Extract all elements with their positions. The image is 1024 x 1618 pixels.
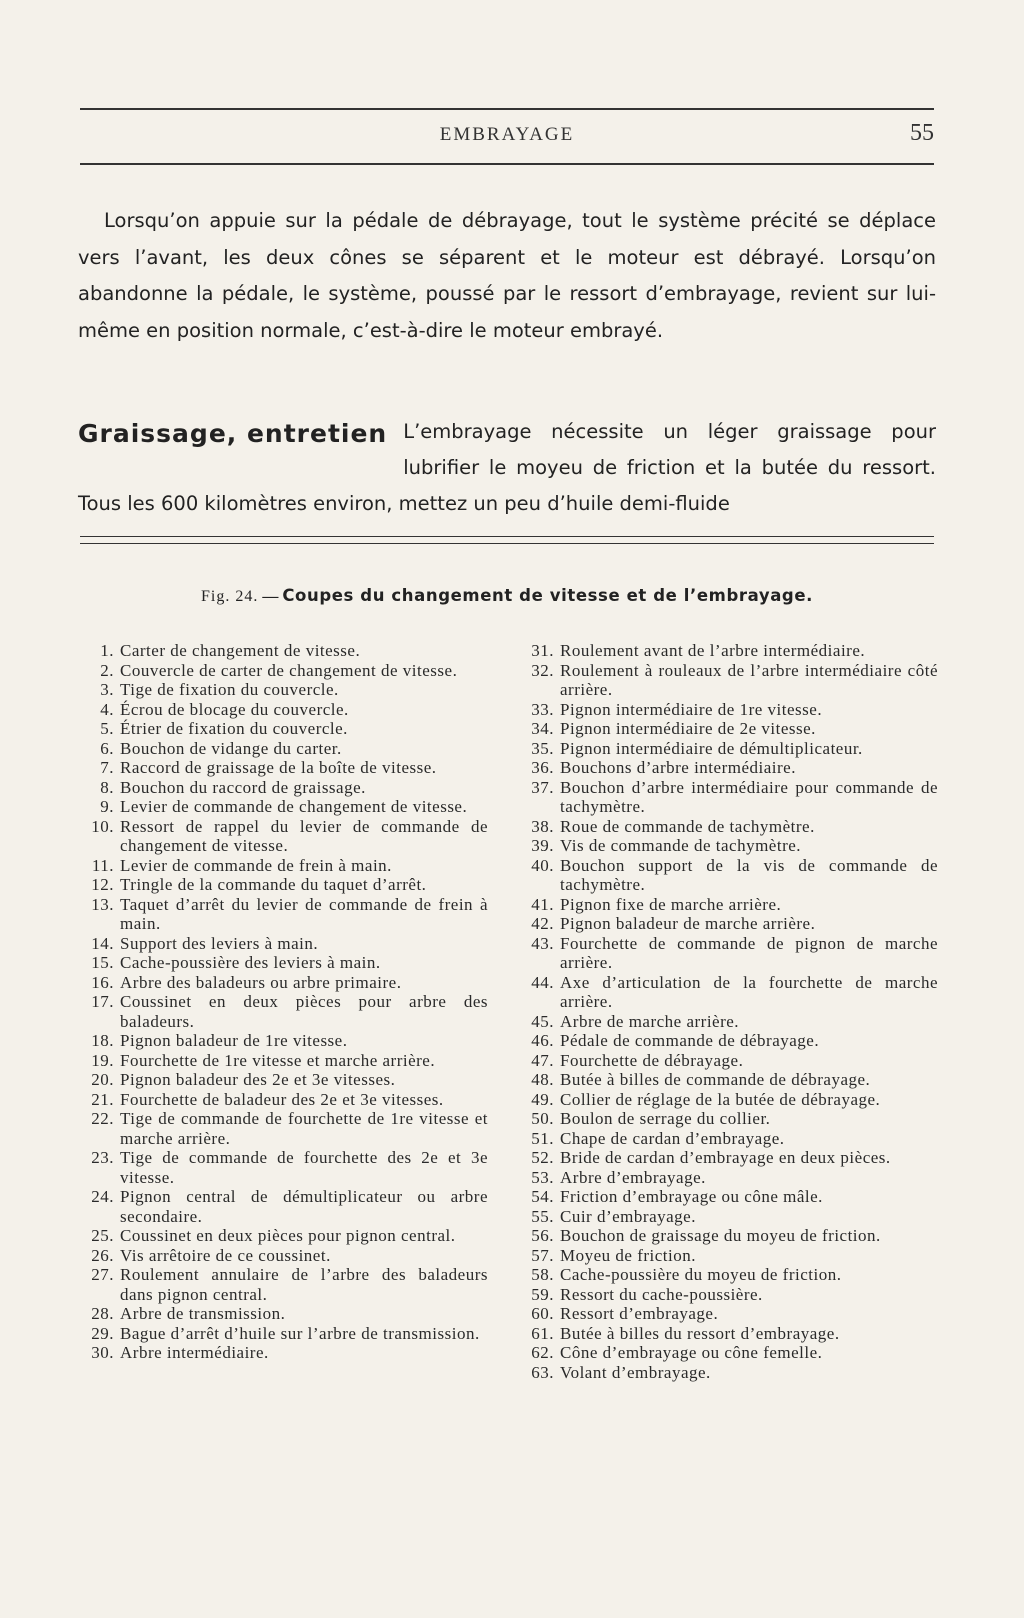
legend-item-number: 32. (531, 660, 554, 680)
legend-item-text: Butée à billes de commande de débrayage. (560, 1070, 871, 1089)
legend-item-number: 36. (531, 758, 554, 777)
legend-item-text: Pédale de commande de débrayage. (560, 1031, 820, 1050)
legend-item-text: Arbre de marche arrière. (560, 1011, 740, 1031)
legend-item-text: Fourchette de commande de pignon de marche arrière. (560, 933, 938, 972)
legend-item-number: 55. (531, 1206, 554, 1226)
legend-item-text: Pignon baladeur des 2e et 3e vitesses. (120, 1070, 396, 1089)
legend-item-text: Étrier de fixation du couvercle. (120, 719, 348, 738)
legend-item-number: 44. (531, 972, 554, 992)
legend-item-number: 33. (531, 699, 554, 719)
legend-item-text: Vis de commande de tachymètre. (560, 836, 802, 855)
legend-item-number: 15. (91, 953, 114, 972)
legend-item-text: Chape de cardan d’embrayage. (560, 1128, 785, 1148)
legend-item-number: 1. (100, 641, 114, 660)
legend-item-text: Cône d’embrayage ou cône femelle. (560, 1343, 823, 1362)
legend-item (78, 934, 488, 954)
legend-item-number: 27. (91, 1265, 114, 1284)
legend-item (78, 719, 488, 739)
legend-item (518, 778, 938, 817)
legend-item-number: 29. (91, 1323, 114, 1343)
legend-item-text: Coussinet en deux pièces pour arbre des baladeurs. (120, 992, 488, 1031)
legend-item (518, 817, 938, 837)
graissage-text: L’embrayage nécessite un léger graissage pour lubrifier le moyeu de friction et la butée du ressort. Tous les 600 kilomètres environ, mettez un peu d’huile demi-fluide (78, 420, 936, 515)
legend-item (78, 1265, 488, 1304)
legend-item-number: 30. (91, 1343, 114, 1362)
legend-item-number: 52. (531, 1148, 554, 1167)
legend-item (518, 1109, 938, 1129)
legend-item (78, 1246, 488, 1266)
legend-item (78, 758, 488, 778)
legend-item (518, 1363, 938, 1383)
legend-item-number: 53. (531, 1167, 554, 1187)
legend-item-text: Fourchette de débrayage. (560, 1050, 744, 1070)
legend-item-number: 26. (91, 1245, 114, 1265)
legend-item-number: 4. (100, 699, 114, 719)
legend-item (518, 1246, 938, 1266)
legend-item-number: 24. (91, 1187, 114, 1206)
legend-item-text: Pignon intermédiaire de 1re vitesse. (560, 699, 823, 719)
legend-item (518, 1285, 938, 1305)
legend-left-column (78, 641, 488, 1363)
legend-item-text: Arbre des baladeurs ou arbre primaire. (120, 972, 402, 992)
legend-item-number: 5. (100, 719, 114, 738)
legend-item (78, 1090, 488, 1110)
legend-item-number: 18. (91, 1031, 114, 1050)
legend-item-number: 40. (531, 855, 554, 875)
legend-item (518, 1090, 938, 1110)
legend-item-number: 57. (531, 1245, 554, 1265)
legend-item-number: 3. (100, 680, 114, 699)
legend-item-text: Pignon baladeur de marche arrière. (560, 914, 816, 933)
legend-item-text: Pignon central de démultiplicateur ou arbre secondaire. (120, 1187, 488, 1226)
legend-item-number: 25. (91, 1226, 114, 1245)
legend-item-text: Volant d’embrayage. (560, 1362, 711, 1382)
legend-item (78, 661, 488, 681)
legend-item-text: Moyeu de friction. (560, 1245, 696, 1265)
legend-item (518, 1226, 938, 1246)
legend-item (78, 1148, 488, 1187)
legend-right-column (518, 641, 938, 1382)
legend-item (518, 700, 938, 720)
legend-item-text: Bague d’arrêt d’huile sur l’arbre de transmission. (120, 1323, 480, 1343)
legend-item (78, 1226, 488, 1246)
legend-item-text: Fourchette de baladeur des 2e et 3e vitesses. (120, 1089, 444, 1109)
legend-item-number: 20. (91, 1070, 114, 1089)
legend-item (78, 895, 488, 934)
legend-item-text: Bouchon d’arbre intermédiaire pour commande de tachymètre. (560, 777, 938, 816)
legend-item-text: Pignon intermédiaire de démultiplicateur. (560, 738, 863, 758)
legend-item (78, 1187, 488, 1226)
legend-item (78, 778, 488, 798)
legend-item (78, 1031, 488, 1051)
legend-item-text: Pignon fixe de marche arrière. (560, 894, 782, 914)
legend-item (518, 1265, 938, 1285)
legend-item (518, 758, 938, 778)
section-rule-top (80, 536, 934, 537)
legend-item-number: 56. (531, 1226, 554, 1245)
legend-item (78, 817, 488, 856)
legend-item-number: 62. (531, 1343, 554, 1362)
legend-item (78, 641, 488, 661)
legend-item (518, 1148, 938, 1168)
legend-item-number: 17. (91, 992, 114, 1011)
legend-item (78, 856, 488, 876)
legend-item-number: 41. (531, 894, 554, 914)
legend-item-number: 63. (531, 1362, 554, 1382)
legend-item-number: 14. (91, 933, 114, 953)
legend-item (518, 661, 938, 700)
legend-item (78, 875, 488, 895)
legend-item (78, 739, 488, 759)
legend-item-number: 60. (531, 1304, 554, 1323)
header-bottom-rule (80, 163, 934, 165)
legend-item-text: Roulement annulaire de l’arbre des baladeurs dans pignon central. (120, 1265, 488, 1304)
legend-item (518, 719, 938, 739)
legend-item-text: Taquet d’arrêt du levier de commande de frein à main. (120, 894, 488, 933)
legend-item (518, 1051, 938, 1071)
caption-dash: — (262, 588, 279, 605)
legend-item-number: 9. (100, 797, 114, 816)
figure-label: Fig. 24. (201, 588, 259, 605)
figure-caption (80, 586, 934, 606)
section-rule-bottom (80, 543, 934, 544)
legend-item-text: Pignon intermédiaire de 2e vitesse. (560, 719, 816, 738)
legend-item (518, 973, 938, 1012)
legend-item-number: 2. (100, 660, 114, 680)
legend-item-text: Coussinet en deux pièces pour pignon central. (120, 1226, 456, 1245)
legend-item (518, 1031, 938, 1051)
legend-item (78, 797, 488, 817)
legend-item-number: 21. (91, 1089, 114, 1109)
legend-item-text: Cache-poussière du moyeu de friction. (560, 1265, 842, 1284)
legend-item-text: Pignon baladeur de 1re vitesse. (120, 1031, 348, 1050)
legend-item (518, 1187, 938, 1207)
legend-item-number: 59. (531, 1284, 554, 1304)
legend-item-text: Bouchons d’arbre intermédiaire. (560, 758, 796, 777)
legend-item (518, 1324, 938, 1344)
legend-item-text: Roulement à rouleaux de l’arbre intermédiaire côté arrière. (560, 660, 938, 699)
legend-item-text: Axe d’articulation de la fourchette de marche arrière. (560, 972, 938, 1011)
legend-item-text: Arbre de transmission. (120, 1304, 286, 1323)
legend-item (78, 680, 488, 700)
legend-item-text: Bride de cardan d’embrayage en deux pièces. (560, 1148, 891, 1167)
legend-item-number: 42. (531, 914, 554, 933)
caption-text: Coupes du changement de vitesse et de l’embrayage. (282, 586, 813, 605)
legend-item-text: Ressort du cache-poussière. (560, 1284, 763, 1304)
page-number: 55 (910, 120, 934, 146)
legend-item-number: 34. (531, 719, 554, 738)
legend-item-number: 6. (100, 738, 114, 758)
running-title: EMBRAYAGE (439, 124, 575, 145)
legend-item (518, 856, 938, 895)
legend-item (518, 895, 938, 915)
legend-item-number: 31. (531, 641, 554, 660)
legend-item (518, 836, 938, 856)
legend-item-text: Bouchon de graissage du moyeu de friction. (560, 1226, 881, 1245)
legend-item-number: 61. (531, 1323, 554, 1343)
legend-item-text: Carter de changement de vitesse. (120, 641, 361, 660)
legend-item (518, 1168, 938, 1188)
legend-item (78, 1343, 488, 1363)
legend-item-text: Bouchon support de la vis de commande de tachymètre. (560, 855, 938, 894)
header-top-rule (80, 108, 934, 110)
legend-item (518, 739, 938, 759)
legend-item (518, 1207, 938, 1227)
legend-item-text: Collier de réglage de la butée de débrayage. (560, 1089, 881, 1109)
legend-item-number: 50. (531, 1109, 554, 1128)
intro-paragraph: Lorsqu’on appuie sur la pédale de débrayage, tout le système précité se déplace vers l’avant, les deux cônes se séparent et le moteur est débrayé. Lorsqu’on abandonne la pédale, le système, poussé par le ressort d’embrayage, revient sur lui-même en position normale, c’est-à-dire le moteur embrayé. (78, 209, 936, 342)
legend-item-text: Ressort de rappel du levier de commande de changement de vitesse. (120, 816, 488, 855)
legend-item-number: 43. (531, 933, 554, 953)
legend-item-number: 35. (531, 738, 554, 758)
legend-item (78, 992, 488, 1031)
legend-item-number: 22. (91, 1109, 114, 1128)
legend-item (518, 641, 938, 661)
legend-item-text: Ressort d’embrayage. (560, 1304, 719, 1323)
legend-item-text: Raccord de graissage de la boîte de vitesse. (120, 758, 437, 777)
legend-item-number: 16. (91, 972, 114, 992)
legend-item (78, 1051, 488, 1071)
legend-item (518, 1012, 938, 1032)
legend-item-text: Tringle de la commande du taquet d’arrêt. (120, 875, 427, 894)
legend-item-text: Levier de commande de frein à main. (120, 855, 392, 875)
legend-item-number: 8. (100, 777, 114, 797)
legend-item-number: 37. (531, 777, 554, 797)
legend-item-number: 48. (531, 1070, 554, 1089)
legend-item-number: 39. (531, 836, 554, 855)
legend-item (518, 1070, 938, 1090)
legend-item-text: Écrou de blocage du couvercle. (120, 699, 349, 719)
legend-item-number: 49. (531, 1089, 554, 1109)
legend-item-text: Vis arrêtoire de ce coussinet. (120, 1245, 331, 1265)
legend-item-text: Tige de commande de fourchette de 1re vitesse et marche arrière. (120, 1109, 488, 1148)
legend-item-text: Boulon de serrage du collier. (560, 1109, 771, 1128)
legend-item (518, 914, 938, 934)
legend-item (518, 1304, 938, 1324)
legend-item-number: 10. (91, 816, 114, 836)
legend-item-number: 19. (91, 1050, 114, 1070)
legend-item-text: Arbre d’embrayage. (560, 1167, 706, 1187)
legend-item-text: Levier de commande de changement de vitesse. (120, 797, 468, 816)
legend-item-number: 12. (91, 875, 114, 894)
legend-item (78, 953, 488, 973)
legend-item-number: 58. (531, 1265, 554, 1284)
legend-item-text: Roue de commande de tachymètre. (560, 816, 815, 836)
legend-item-text: Couvercle de carter de changement de vitesse. (120, 660, 458, 680)
legend-item-number: 7. (100, 758, 114, 777)
legend-item-text: Fourchette de 1re vitesse et marche arrière. (120, 1050, 436, 1070)
legend-item-text: Support des leviers à main. (120, 933, 319, 953)
legend-item (78, 1324, 488, 1344)
legend-item-text: Cuir d’embrayage. (560, 1206, 696, 1226)
legend-item (78, 1304, 488, 1324)
legend-item-number: 46. (531, 1031, 554, 1050)
legend-item-text: Bouchon du raccord de graissage. (120, 777, 366, 797)
legend-item-number: 11. (91, 855, 114, 875)
legend-item-text: Tige de fixation du couvercle. (120, 680, 339, 699)
legend-item-text: Roulement avant de l’arbre intermédiaire. (560, 641, 866, 660)
legend-item (518, 1343, 938, 1363)
page-header (80, 120, 934, 154)
legend-item-number: 28. (91, 1304, 114, 1323)
legend-item-number: 54. (531, 1187, 554, 1206)
graissage-paragraph (78, 414, 936, 522)
legend-item-number: 38. (531, 816, 554, 836)
legend-item (78, 973, 488, 993)
legend-item-number: 45. (531, 1011, 554, 1031)
legend-item (78, 700, 488, 720)
legend-item-text: Friction d’embrayage ou cône mâle. (560, 1187, 823, 1206)
section-heading: Graissage, entretien (78, 419, 388, 448)
legend-item (78, 1109, 488, 1148)
legend-item (78, 1070, 488, 1090)
legend-item-text: Bouchon de vidange du carter. (120, 738, 342, 758)
legend-item-number: 13. (91, 894, 114, 914)
legend-item-number: 51. (531, 1128, 554, 1148)
legend-item-number: 47. (531, 1050, 554, 1070)
legend-item-text: Arbre intermédiaire. (120, 1343, 269, 1362)
legend-item-text: Cache-poussière des leviers à main. (120, 953, 381, 972)
legend-item (518, 934, 938, 973)
legend-item (518, 1129, 938, 1149)
legend-item-number: 23. (91, 1148, 114, 1167)
legend-item-text: Butée à billes du ressort d’embrayage. (560, 1323, 840, 1343)
legend-item-text: Tige de commande de fourchette des 2e et 3e vitesse. (120, 1148, 488, 1187)
